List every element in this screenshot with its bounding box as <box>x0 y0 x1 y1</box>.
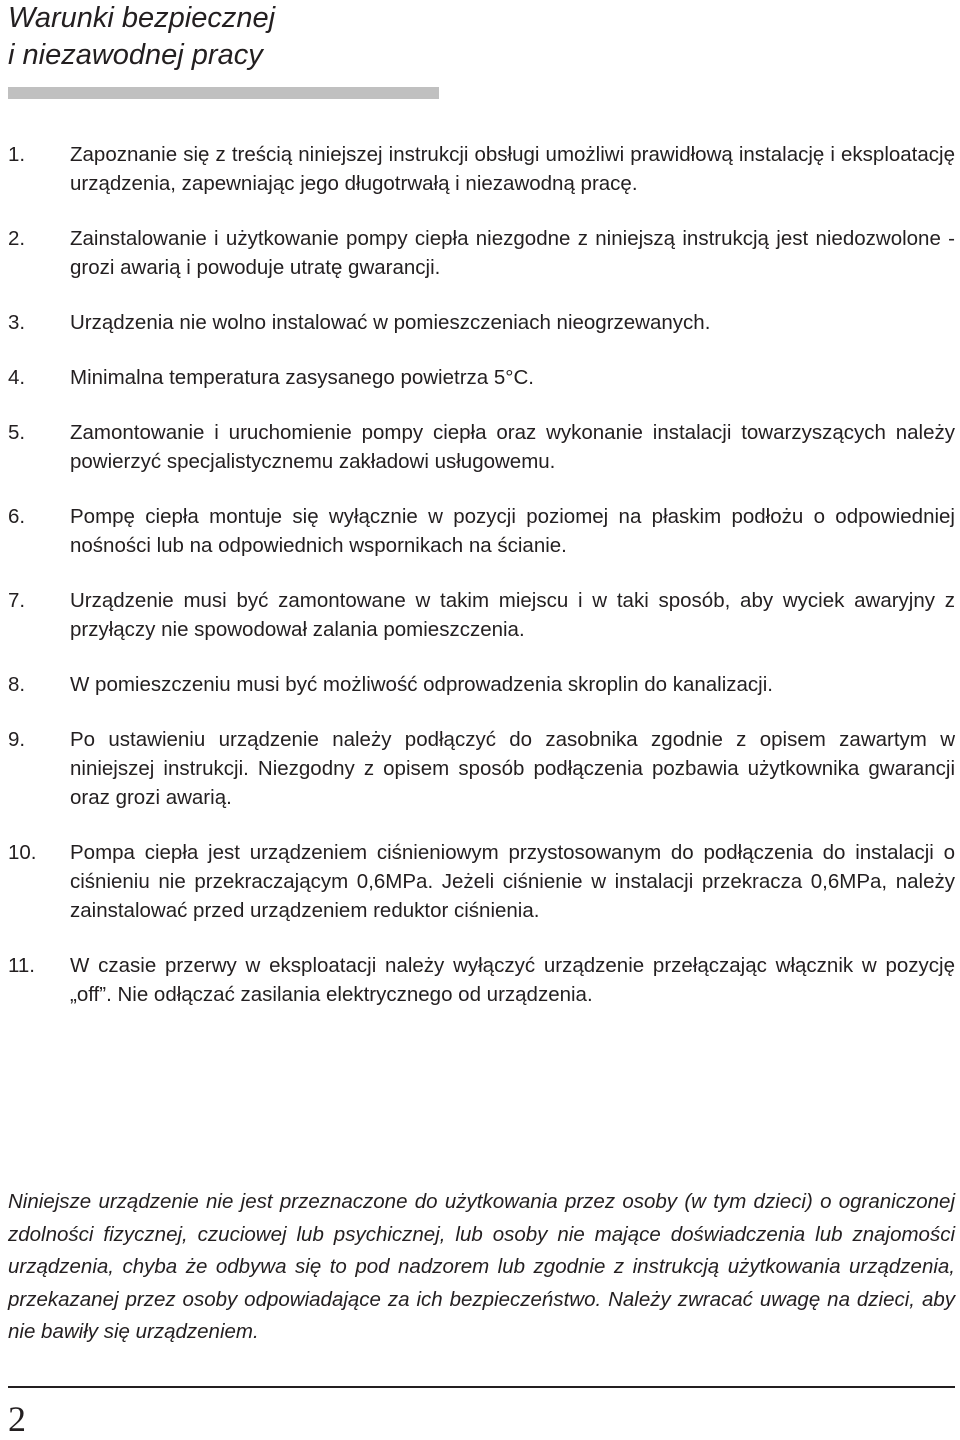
list-item <box>8 586 955 644</box>
page-number: 2 <box>8 1399 26 1439</box>
list-item <box>8 951 955 1009</box>
page-title-line-2: i niezawodnej pracy <box>8 39 263 71</box>
list-item-number: 1. <box>8 143 26 166</box>
list-item-text: Zainstalowanie i użytkowanie pompy ciepła niezgodne z niniejszą instrukcją jest niedozwolone - grozi awarią i powoduje utratę gwarancji. <box>70 227 955 279</box>
list-item-number: 5. <box>8 421 26 444</box>
list-item-number: 10. <box>8 841 37 864</box>
page-title <box>8 0 275 74</box>
list-item <box>8 363 955 392</box>
list-item-number: 9. <box>8 728 26 751</box>
list-item-number: 3. <box>8 311 26 334</box>
page-title-line-1: Warunki bezpiecznej <box>8 2 276 34</box>
list-item-number: 4. <box>8 366 26 389</box>
list-item-text: Zapoznanie się z treścią niniejszej instrukcji obsługi umożliwi prawidłową instalację i eksploatację urządzenia, zapewniając jego długotrwałą i niezawodną pracę. <box>70 143 955 195</box>
list-item-text: Urządzenie musi być zamontowane w takim miejscu i w taki sposób, aby wyciek awaryjny z przyłączy nie spowodował zalania pomieszczenia. <box>70 589 955 641</box>
footer-divider <box>8 1386 955 1388</box>
list-item-number: 8. <box>8 673 26 696</box>
list-item-text: W czasie przerwy w eksploatacji należy wyłączyć urządzenie przełączając włącznik w pozycję „off”. Nie odłączać zasilania elektrycznego od urządzenia. <box>70 954 955 1006</box>
safety-conditions-list <box>8 140 955 1035</box>
list-item-text: Zamontowanie i uruchomienie pompy ciepła oraz wykonanie instalacji towarzyszących należy powierzyć specjalistycznemu zakładowi usługowemu. <box>70 421 955 473</box>
list-item <box>8 725 955 812</box>
list-item-number: 6. <box>8 505 26 528</box>
list-item-text: Pompę ciepła montuje się wyłącznie w pozycji poziomej na płaskim podłożu o odpowiedniej nośności lub na odpowiednich wspornikach na ścianie. <box>70 505 955 557</box>
list-item <box>8 670 955 699</box>
list-item-text: Pompa ciepła jest urządzeniem ciśnieniowym przystosowanym do podłączenia do instalacji o ciśnieniu nie przekraczającym 0,6MPa. Jeżeli ciśnienie w instalacji przekracza 0,6MPa, należy zainstalować przed urządzeniem reduktor ciśnienia. <box>70 841 955 922</box>
list-item-text: Urządzenia nie wolno instalować w pomieszczeniach nieogrzewanych. <box>70 311 711 334</box>
list-item-number: 11. <box>8 954 35 977</box>
list-item <box>8 140 955 198</box>
list-item <box>8 502 955 560</box>
list-item-text: Po ustawieniu urządzenie należy podłączyć do zasobnika zgodnie z opisem zawartym w niniejszej instrukcji. Niezgodny z opisem sposób podłączenia pozbawia użytkownika gwarancji oraz grozi awarią. <box>70 728 955 809</box>
list-item <box>8 418 955 476</box>
child-safety-notice: Niniejsze urządzenie nie jest przeznaczone do użytkowania przez osoby (w tym dzieci) o ograniczonej zdolności fizycznej, czuciowej lub psychicznej, lub osoby nie mające doświadczenia lub znajomości urządzenia, chyba że odbywa się to pod nadzorem lub zgodnie z instrukcją użytkowania urządzenia, przekazanej przez osoby odpowiadające za ich bezpieczeństwo. Należy zwracać uwagę na dzieci, aby nie bawiły się urządzeniem. <box>8 1190 955 1343</box>
list-item <box>8 838 955 925</box>
title-underline-bar <box>8 87 439 99</box>
list-item-text: Minimalna temperatura zasysanego powietrza 5°C. <box>70 366 534 389</box>
list-item-number: 7. <box>8 589 26 612</box>
list-item-number: 2. <box>8 227 26 250</box>
list-item <box>8 224 955 282</box>
list-item <box>8 308 955 337</box>
list-item-text: W pomieszczeniu musi być możliwość odprowadzenia skroplin do kanalizacji. <box>70 673 773 696</box>
